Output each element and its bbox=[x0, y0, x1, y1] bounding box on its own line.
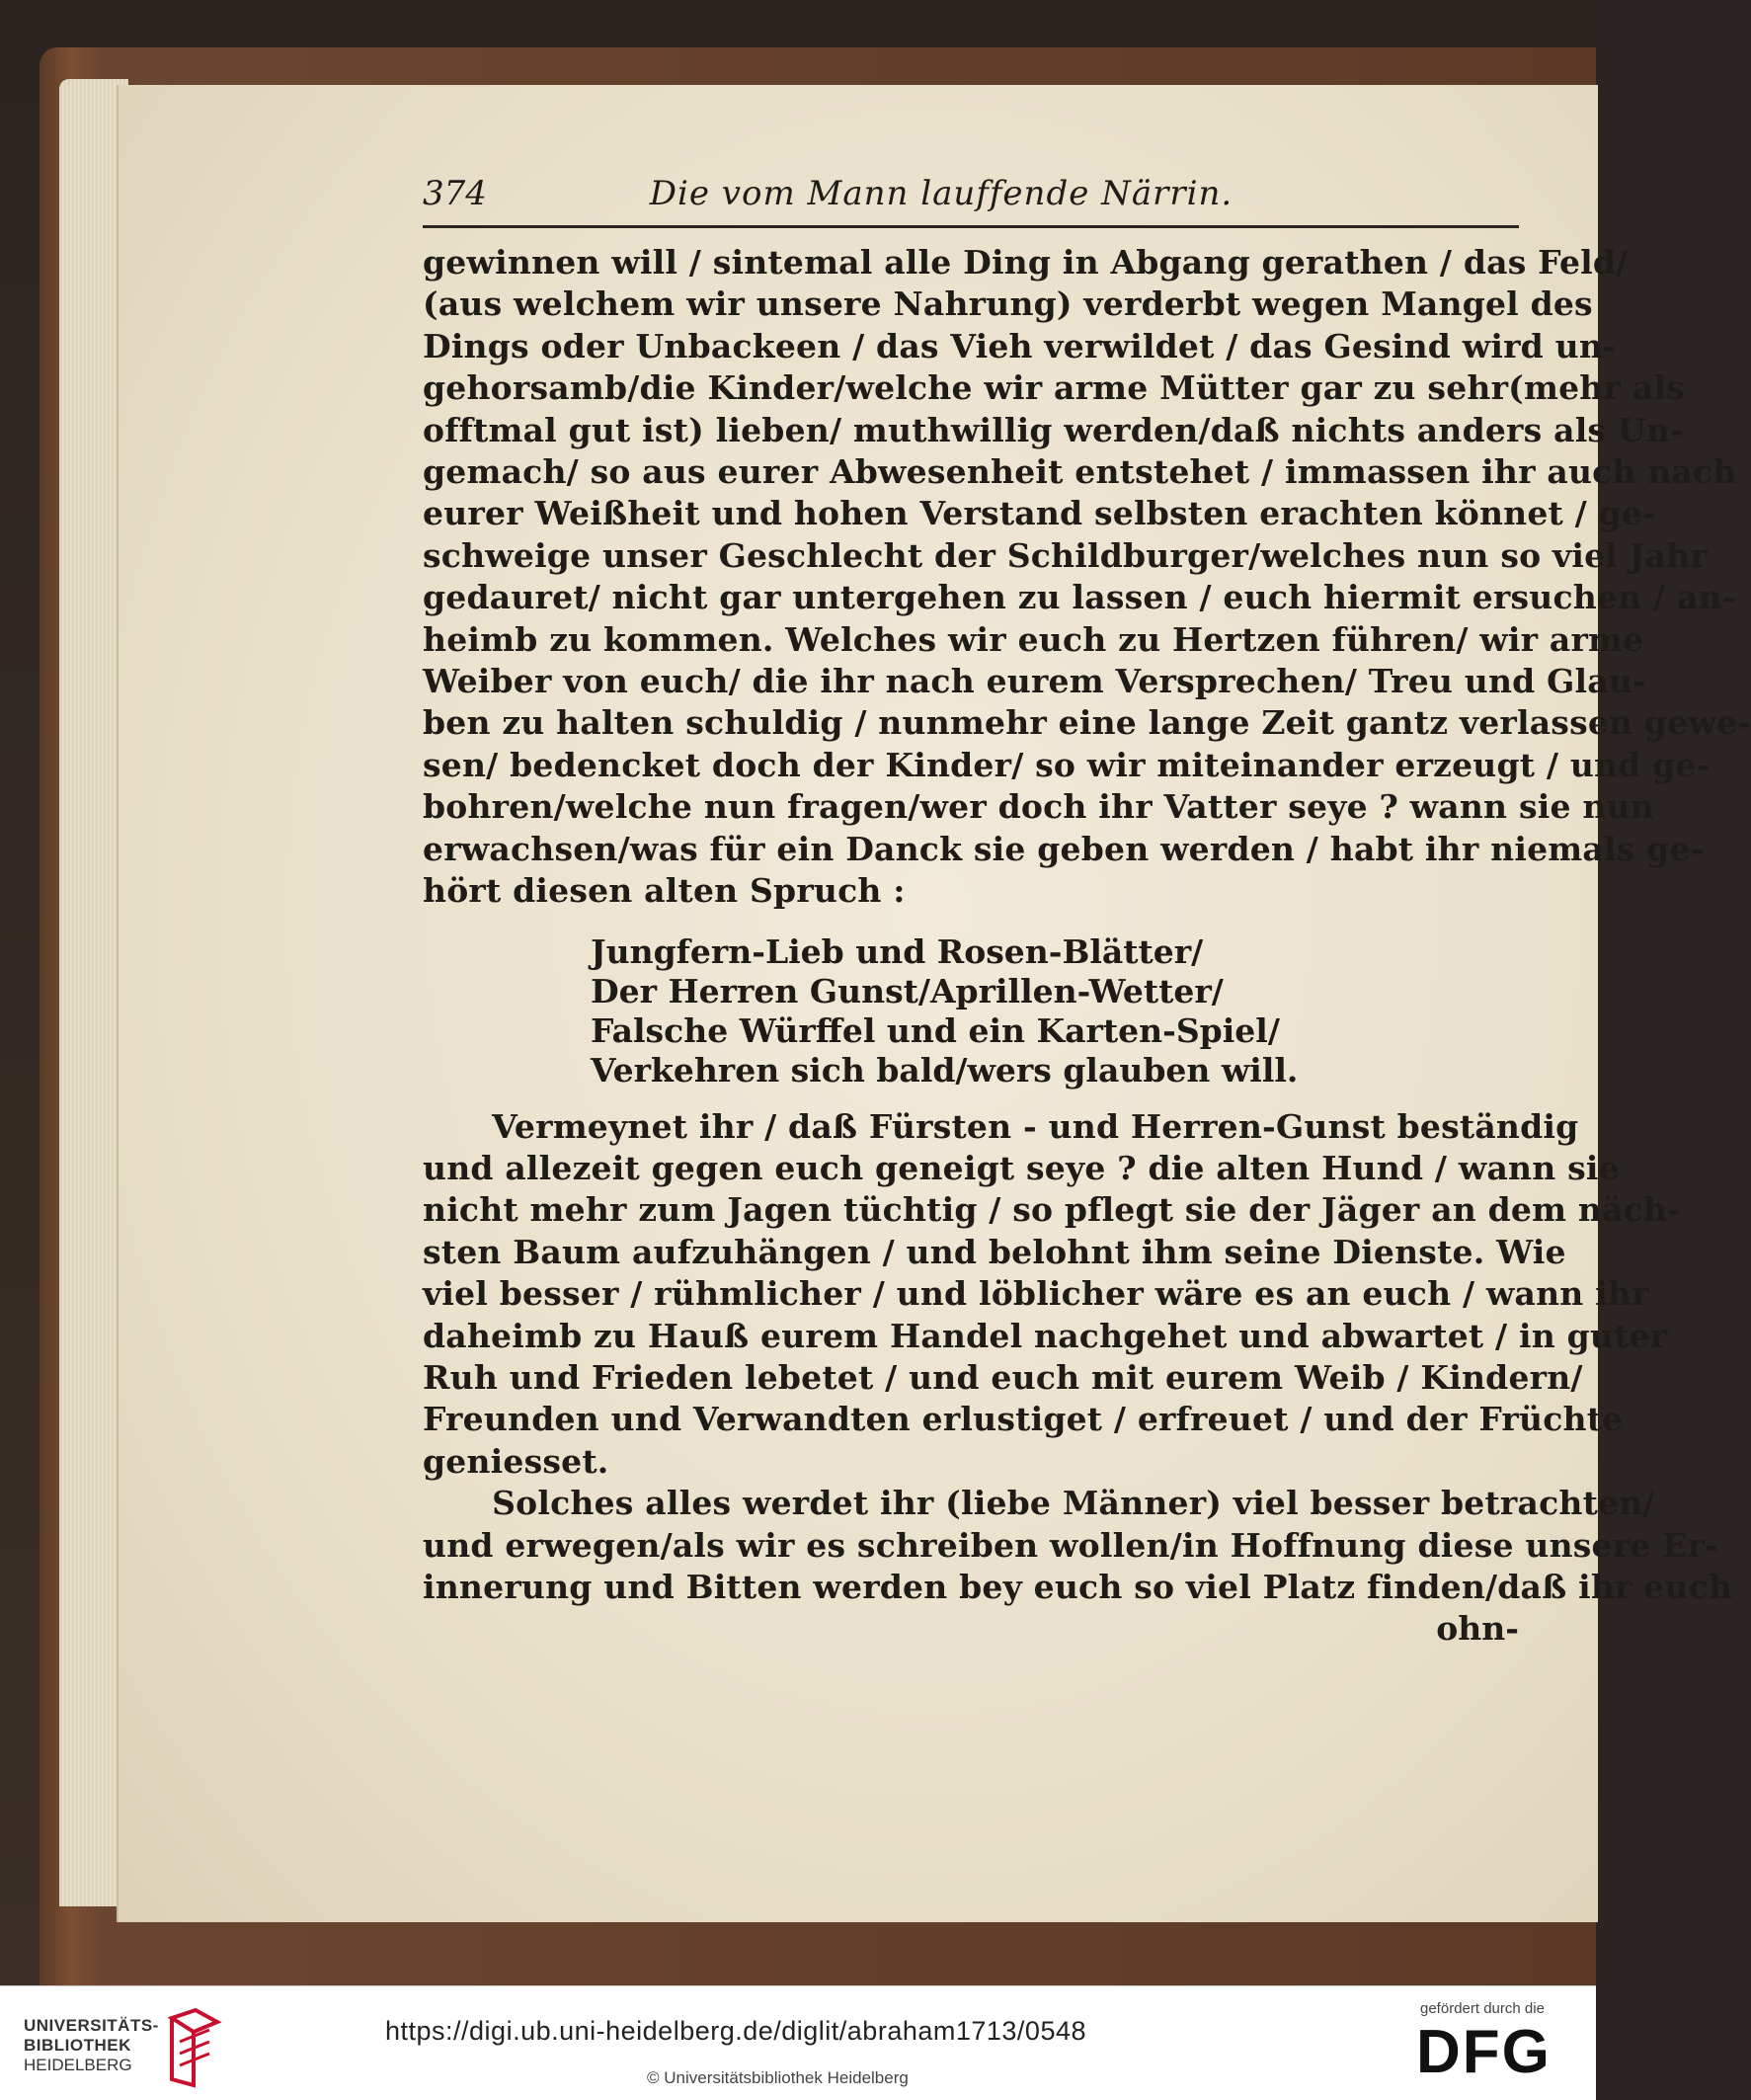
viewer-footer bbox=[0, 1985, 1596, 2100]
text-line: bohren/welche nun fragen/wer doch ihr Vatter seye ? wann sie nun bbox=[423, 787, 1654, 827]
text-line: und erwegen/als wir es schreiben wollen/in Hoffnung diese unsere Er- bbox=[423, 1525, 1719, 1565]
text-line: Ruh und Frieden lebetet / und euch mit eurem Weib / Kindern/ bbox=[423, 1357, 1583, 1397]
paragraph-2 bbox=[423, 1106, 1733, 1609]
text-line: Dings oder Unbackeen / das Vieh verwildet / das Gesind wird un- bbox=[423, 326, 1617, 365]
library-name-line1: UNIVERSITÄTS- bbox=[24, 2016, 159, 2035]
text-line: sen/ bedencket doch der Kinder/ so wir miteinander erzeugt / und ge- bbox=[423, 745, 1711, 784]
text-line: ben zu halten schuldig / nunmehr eine lange Zeit gantz verlassen gewe- bbox=[423, 703, 1751, 743]
library-name-line2: BIBLIOTHEK bbox=[24, 2036, 131, 2055]
text-line: eurer Weißheit und hohen Verstand selbsten erachten könnet / ge- bbox=[423, 494, 1656, 533]
verse-line: Falsche Würffel und ein Karten-Spiel/ bbox=[591, 1010, 1280, 1050]
verse-quote bbox=[423, 932, 1519, 1090]
text-line: offtmal gut ist) lieben/ muthwillig werden/daß nichts anders als Un- bbox=[423, 410, 1684, 449]
text-line: Solches alles werdet ihr (liebe Männer) viel besser betrachten/ bbox=[423, 1484, 1655, 1523]
catchword: ohn- bbox=[1436, 1609, 1519, 1649]
text-line: sten Baum aufzuhängen / und belohnt ihm seine Dienste. Wie bbox=[423, 1232, 1566, 1271]
funding-caption: gefördert durch die bbox=[1420, 2000, 1545, 2017]
text-line: Vermeynet ihr / daß Fürsten - und Herren-Gunst beständig bbox=[423, 1106, 1579, 1146]
text-line: Freunden und Verwandten erlustiget / erfreuet / und der Früchte bbox=[423, 1400, 1624, 1439]
paragraph-1 bbox=[423, 242, 1751, 913]
verse-line: Jungfern-Lieb und Rosen-Blätter/ bbox=[591, 931, 1204, 971]
printed-text-block bbox=[423, 174, 1751, 1650]
text-line: schweige unser Geschlecht der Schildburger/welches nun so viel Jahr bbox=[423, 535, 1708, 575]
text-line: nicht mehr zum Jagen tüchtig / so pflegt sie der Jäger an dem näch- bbox=[423, 1190, 1682, 1230]
running-head: Die vom Mann lauffende Närrin. bbox=[649, 174, 1234, 213]
text-line: (aus welchem wir unsere Nahrung) verderbt wegen Mangel des bbox=[423, 284, 1593, 324]
text-line: heimb zu kommen. Welches wir euch zu Hertzen führen/ wir arme bbox=[423, 619, 1644, 659]
page-header bbox=[423, 174, 1519, 228]
library-name-line3: HEIDELBERG bbox=[24, 2056, 132, 2074]
text-line: viel besser / rühmlicher / und löblicher wäre es an euch / wann ihr bbox=[423, 1274, 1649, 1314]
page-number: 374 bbox=[423, 174, 487, 213]
text-line: und allezeit gegen euch geneigt seye ? die alten Hund / wann sie bbox=[423, 1148, 1620, 1187]
dfg-logo[interactable]: DFG bbox=[1416, 2018, 1552, 2086]
text-line: hört diesen alten Spruch : bbox=[423, 871, 906, 911]
permalink-url[interactable]: https://digi.ub.uni-heidelberg.de/diglit/abraham1713/0548 bbox=[385, 2016, 1086, 2046]
text-line: innerung und Bitten werden bey euch so viel Platz finden/daß ihr euch bbox=[423, 1567, 1733, 1606]
text-line: gehorsamb/die Kinder/welche wir arme Mütter gar zu sehr(mehr als bbox=[423, 368, 1685, 408]
text-line: erwachsen/was für ein Danck sie geben werden / habt ihr niemals ge- bbox=[423, 829, 1705, 868]
text-line: gemach/ so aus eurer Abwesenheit entstehet / immassen ihr auch nach bbox=[423, 452, 1737, 492]
verse-line: Der Herren Gunst/Aprillen-Wetter/ bbox=[591, 971, 1224, 1010]
library-logo-text[interactable] bbox=[24, 2016, 159, 2075]
text-line: gewinnen will / sintemal alle Ding in Abgang gerathen / das Feld/ bbox=[423, 243, 1629, 282]
text-line: geniesset. bbox=[423, 1441, 609, 1481]
text-line: Weiber von euch/ die ihr nach eurem Versprechen/ Treu und Glau- bbox=[423, 662, 1646, 701]
text-line: daheimb zu Hauß eurem Handel nachgehet und abwartet / in guter bbox=[423, 1316, 1668, 1355]
library-logo-icon[interactable] bbox=[166, 2008, 223, 2087]
copyright-notice: © Universitätsbibliothek Heidelberg bbox=[647, 2068, 909, 2087]
verse-line: Verkehren sich bald/wers glauben will. bbox=[591, 1050, 1299, 1090]
text-line: gedauret/ nicht gar untergehen zu lassen / euch hiermit ersuchen / an- bbox=[423, 578, 1736, 617]
